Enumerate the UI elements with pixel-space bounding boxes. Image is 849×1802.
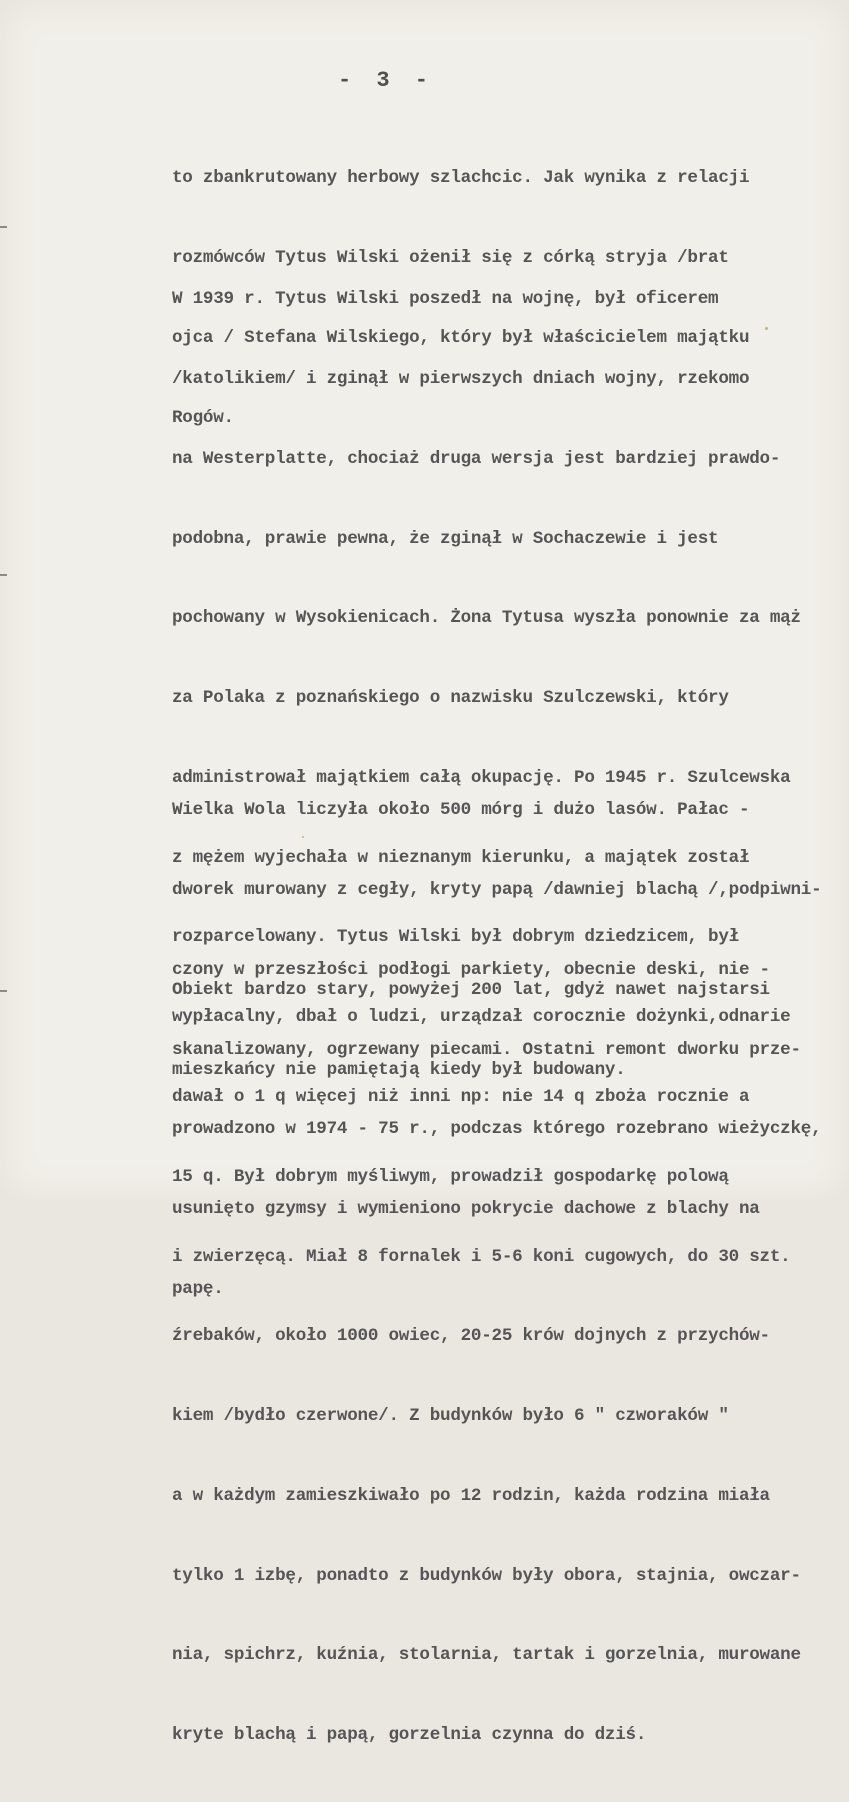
text-line: za Polaka z poznańskiego o nazwisku Szulczewski, który xyxy=(172,688,729,709)
text-line: rozparcelowany. Tytus Wilski był dobrym dziedzicem, był xyxy=(172,927,739,948)
text-line: na Westerplatte, chociaż druga wersja jest bardziej prawdo- xyxy=(172,448,781,469)
text-line: administrował majątkiem całą okupację. Po 1945 r. Szulcewska xyxy=(172,767,791,788)
text-line: wypłacalny, dbał o ludzi, urządzał corocznie dożynki,odnarie xyxy=(172,1007,791,1028)
paragraph-4 xyxy=(172,924,832,1137)
text-line: W 1939 r. Tytus Wilski poszedł na wojnę, był oficerem xyxy=(172,289,719,310)
text-line: i zwierzęcą. Miał 8 fornalek i 5-6 koni cugowych, do 30 szt. xyxy=(172,1246,791,1267)
text-line: nia, spichrz, kuźnia, stolarnia, tartak i gorzelnia, murowane xyxy=(172,1645,801,1666)
paper-speck xyxy=(765,327,768,330)
text-line: mieszkańcy nie pamiętają kiedy był budowany. xyxy=(172,1059,626,1080)
margin-mark xyxy=(0,574,7,576)
text-line: 15 q. Był dobrym myśliwym, prowadził gospodarkę polową xyxy=(172,1166,729,1187)
text-line: papę. xyxy=(172,1278,224,1299)
text-line: a w każdym zamieszkiwało po 12 rodzin, każda rodzina miała xyxy=(172,1485,770,1506)
text-line: to zbankrutowany herbowy szlachcic. Jak wynika z relacji xyxy=(172,168,750,189)
text-line: Wielka Wola liczyła około 500 mórg i dużo lasów. Pałac - xyxy=(172,800,750,821)
margin-mark xyxy=(0,990,7,992)
page-number: - 3 - xyxy=(338,68,435,93)
text-line: Obiekt bardzo stary, powyżej 200 lat, gdyż nawet najstarsi xyxy=(172,980,770,1001)
text-line: z mężem wyjechała w nieznanym kierunku, a majątek został xyxy=(172,847,750,868)
text-line: ojca / Stefana Wilskiego, który był właścicielem majątku xyxy=(172,327,750,348)
text-line: Rogów. xyxy=(172,407,234,428)
text-line: kiem /bydło czerwone/. Z budynków było 6 " czworaków " xyxy=(172,1406,729,1427)
text-line: tylko 1 izbę, ponadto z budynków były obora, stajnia, owczar- xyxy=(172,1565,801,1586)
text-line: pochowany w Wysokienicach. Żona Tytusa wyszła ponownie za mąż xyxy=(172,608,801,629)
text-line: kryte blachą i papą, gorzelnia czynna do dziś. xyxy=(172,1725,647,1746)
text-line: dawał o 1 q więcej niż inni np: nie 14 q zboża rocznie a xyxy=(172,1087,750,1107)
text-line: skanalizowany, ogrzewany piecami. Ostatni remont dworku prze- xyxy=(172,1039,801,1060)
text-line: podobna, prawie pewna, że zginął w Sochaczewie i jest xyxy=(172,528,719,549)
text-line: dworek murowany z cegły, kryty papą /dawniej blachą /,podpiwni- xyxy=(172,879,822,900)
text-line: czony w przeszłości podłogi parkiety, obecnie deski, nie - xyxy=(172,959,770,980)
text-line: źrebaków, około 1000 owiec, 20-25 krów dojnych z przychów- xyxy=(172,1326,770,1347)
margin-mark xyxy=(0,226,7,228)
text-line: prowadzono w 1974 - 75 r., podczas którego rozebrano wieżyczkę, xyxy=(172,1119,822,1140)
text-line: /katolikiem/ i zginął w pierwszych dniach wojny, rzekomo xyxy=(172,368,750,389)
text-line: rozmówców Tytus Wilski ożenił się z córką stryja /brat xyxy=(172,247,729,268)
text-line: usunięto gzymsy i wymieniono pokrycie dachowe z blachy na xyxy=(172,1199,760,1220)
paper-speck xyxy=(302,836,304,838)
